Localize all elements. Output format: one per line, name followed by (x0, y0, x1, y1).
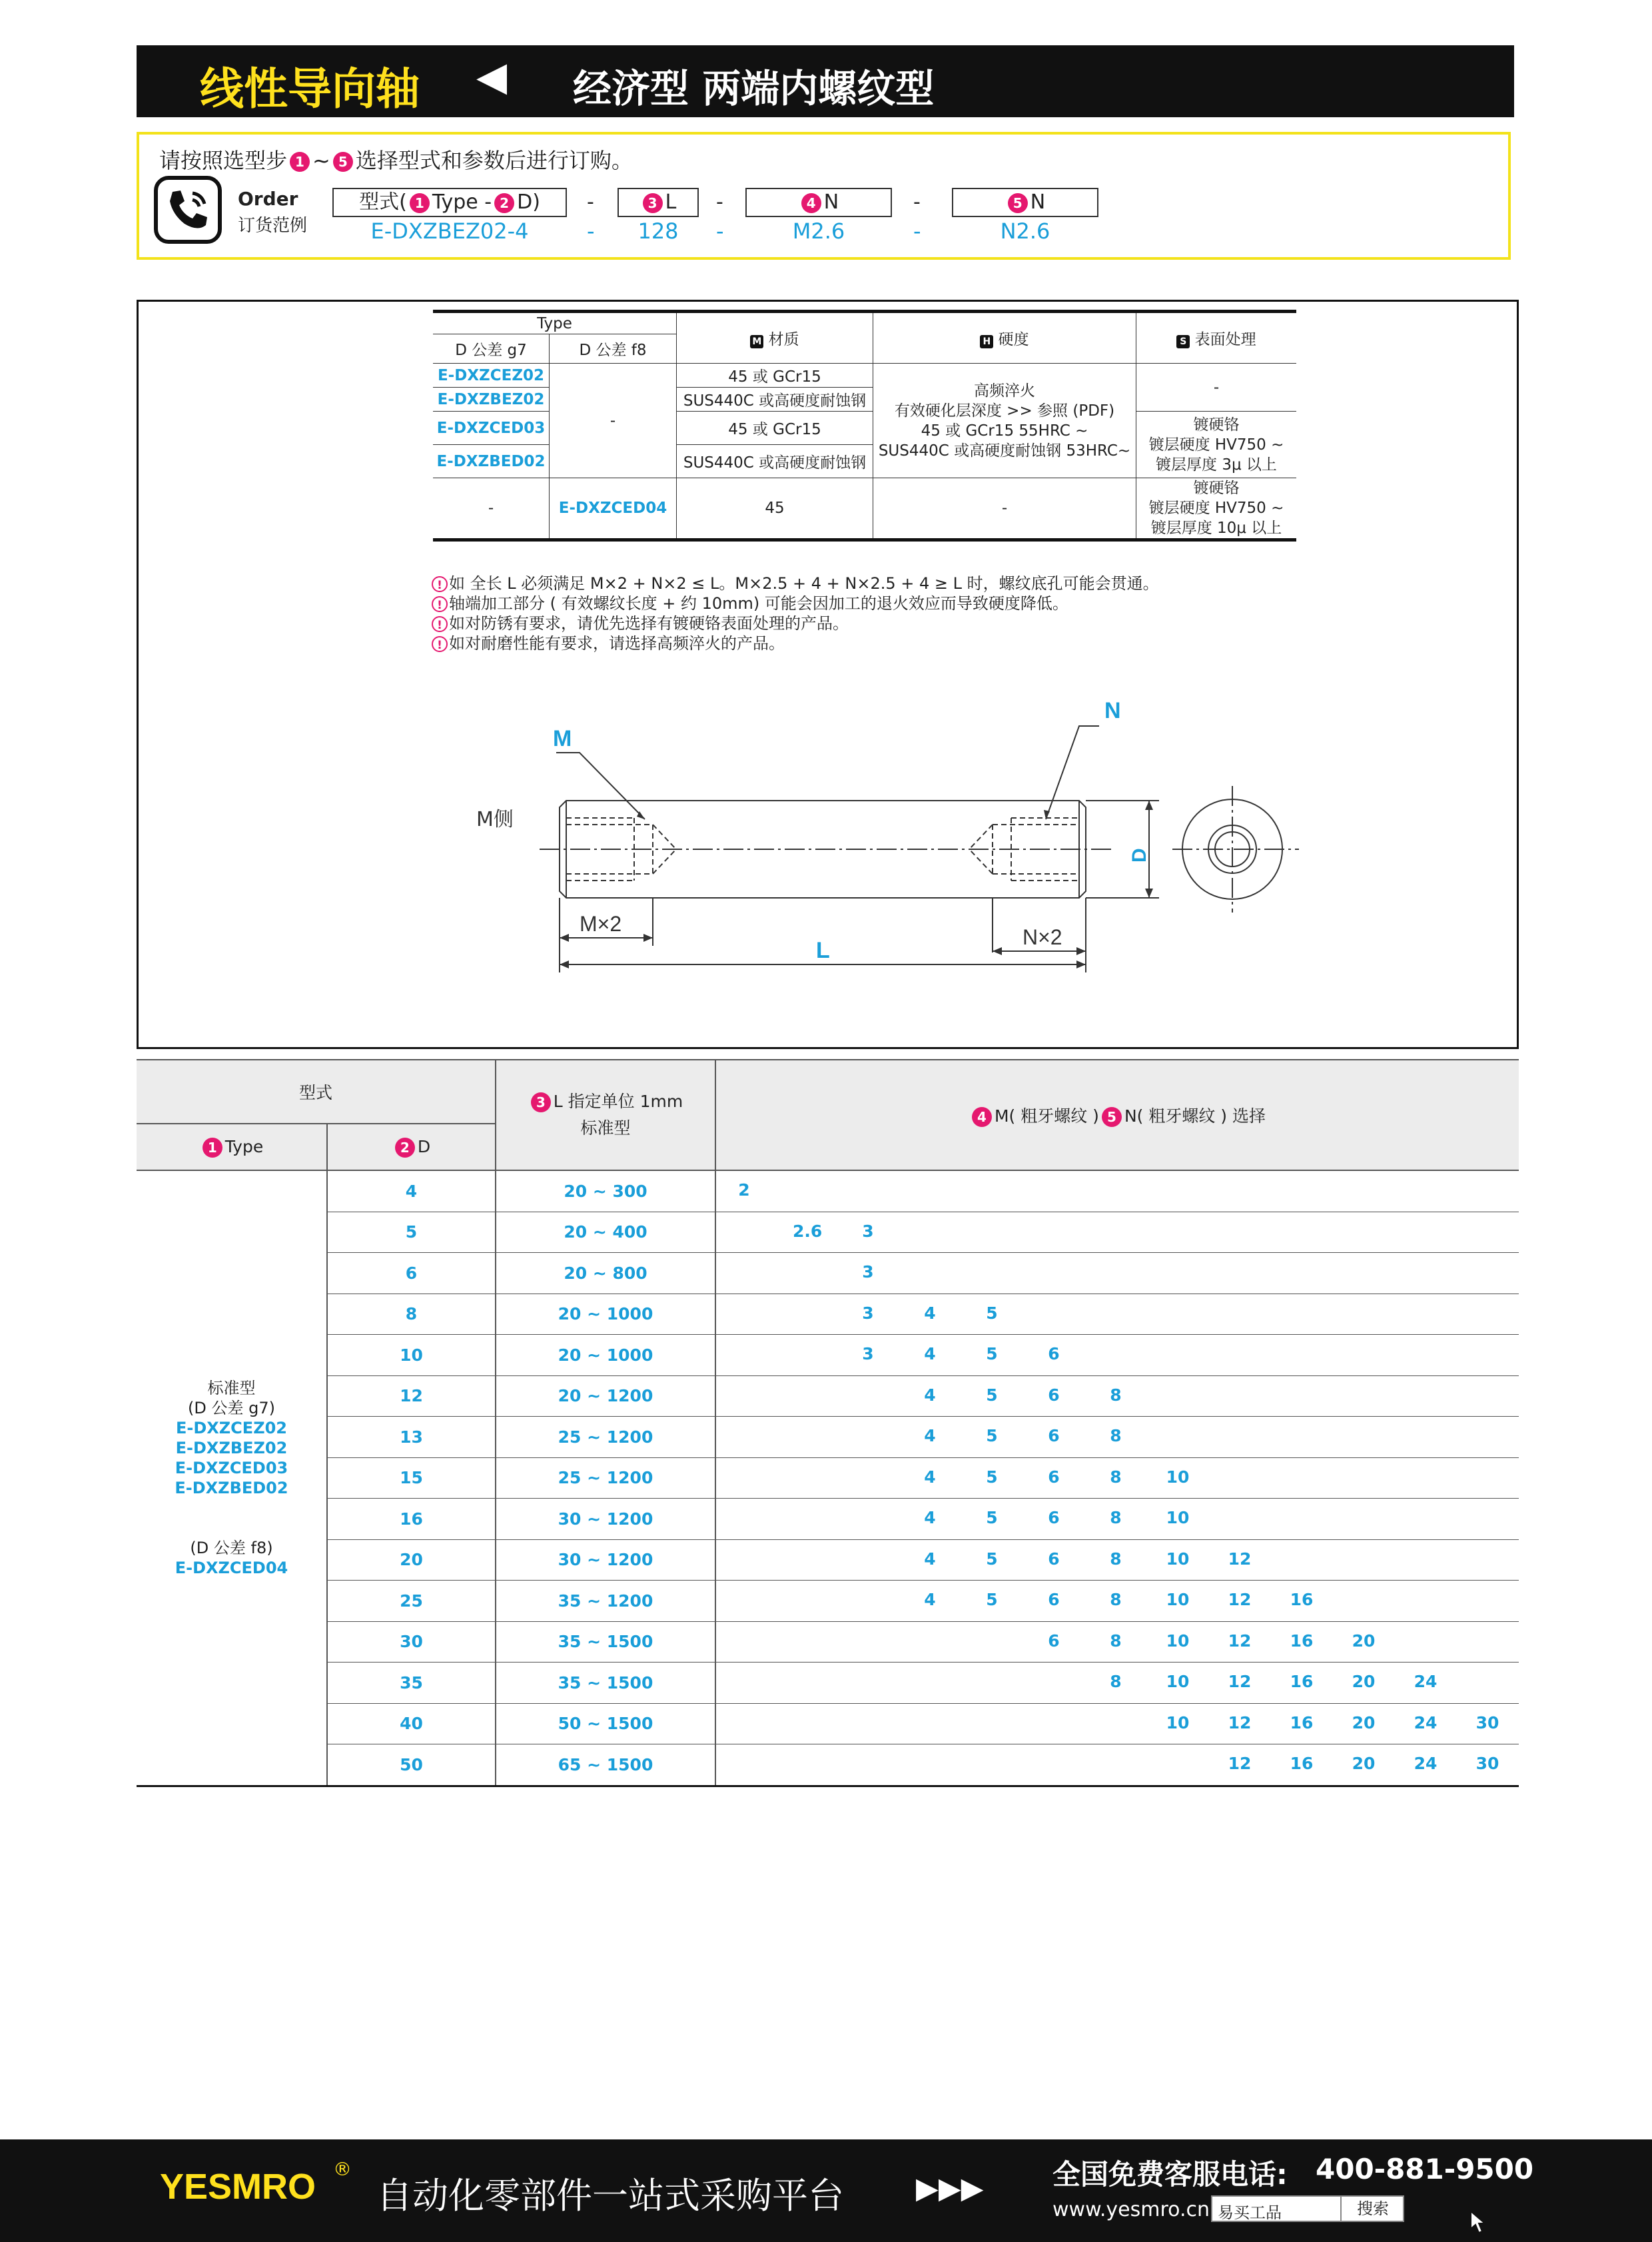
mn-value: 16 (1290, 1712, 1314, 1732)
spec-header-material (677, 312, 873, 364)
type-cell (137, 1170, 327, 1786)
d-cell: 50 (327, 1744, 496, 1786)
d-cell: 16 (327, 1499, 496, 1540)
type-line: E-DXZCEZ02 (176, 1418, 287, 1437)
table-row (137, 1417, 1519, 1458)
mn-cell (715, 1375, 1519, 1417)
step-4-badge: 4 (972, 1107, 992, 1127)
header-l-label: L 指定单位 1mm (553, 1092, 683, 1111)
l-range-cell: 20 ~ 1000 (496, 1294, 715, 1335)
order-label-en: Order (238, 188, 298, 210)
search-button[interactable]: 搜索 (1340, 2197, 1404, 2221)
table-row (137, 1621, 1519, 1663)
field-type-b: D) (517, 190, 540, 214)
mn-value: 4 (924, 1590, 936, 1609)
step-1-badge: 1 (290, 152, 310, 172)
spec-header-f8: D 公差 f8 (550, 334, 677, 364)
mn-value: 20 (1352, 1712, 1376, 1732)
mn-value: 6 (1048, 1508, 1060, 1527)
left-arrow-icon: ◀ (476, 53, 508, 100)
mn-value: 20 (1352, 1754, 1376, 1773)
dash: - (913, 190, 921, 214)
mn-value: 12 (1228, 1672, 1252, 1691)
spec-hardness-empty: - (873, 478, 1136, 540)
page-subtitle: 经济型 两端内螺纹型 (573, 66, 935, 111)
spec-header-type: Type (433, 312, 677, 334)
value-l: 128 (637, 218, 679, 244)
field-type (332, 188, 567, 217)
spec-surface (1136, 478, 1297, 540)
table-row (137, 1581, 1519, 1622)
spec-surface (1136, 412, 1297, 478)
mn-value: 4 (924, 1426, 936, 1445)
mn-value: 6 (1048, 1549, 1060, 1569)
tilde: ~ (312, 148, 330, 173)
spec-material: 45 (677, 478, 873, 540)
d-cell: 15 (327, 1457, 496, 1499)
mn-value: 8 (1110, 1549, 1122, 1569)
table-row (137, 1335, 1519, 1376)
field-m (745, 188, 892, 217)
step-5-badge: 5 (333, 152, 353, 172)
mn-value: 24 (1414, 1754, 1438, 1773)
mn-value: 5 (986, 1508, 998, 1527)
table-row (137, 1457, 1519, 1499)
warning-icon: ! (432, 636, 448, 652)
dash: - (913, 218, 921, 244)
note-text: 轴端加工部分 ( 有效螺纹长度 + 约 10mm) 可能会因加工的退火效应而导致硬度降低。 (449, 594, 1068, 613)
mn-value: 8 (1110, 1508, 1122, 1527)
d-cell: 8 (327, 1294, 496, 1335)
selection-table (137, 1059, 1519, 1787)
header-l-sub: 标准型 (580, 1118, 631, 1138)
mn-value: 30 (1475, 1754, 1499, 1773)
spec-material: SUS440C 或高硬度耐蚀钢 (677, 445, 873, 478)
mn-value: 10 (1166, 1712, 1190, 1732)
order-label-cn: 订货范例 (238, 216, 308, 236)
spec-type: E-DXZCED03 (433, 412, 550, 445)
table-row (137, 1539, 1519, 1581)
type-line: E-DXZCED03 (175, 1458, 288, 1477)
hardness-line: 高频淬火 (974, 382, 1035, 400)
mn-cell (715, 1335, 1519, 1376)
mn-value: 24 (1414, 1672, 1438, 1691)
mn-value: 5 (986, 1344, 998, 1363)
page-title: 线性导向轴 (200, 63, 420, 115)
mn-value: 30 (1475, 1712, 1499, 1732)
surface-line: 镀硬铬 (1193, 480, 1240, 497)
d-cell: 12 (327, 1375, 496, 1417)
mn-value: 6 (1048, 1385, 1060, 1405)
mn-value: 10 (1166, 1508, 1190, 1527)
mn-value: 10 (1166, 1467, 1190, 1487)
l-range-cell: 30 ~ 1200 (496, 1539, 715, 1581)
note-text: 如对耐磨性能有要求，请选择高频淬火的产品。 (449, 634, 785, 653)
mn-value: 5 (986, 1467, 998, 1487)
phone-icon (154, 176, 222, 244)
instruction-text: 请按照选型步 (159, 148, 288, 173)
mn-value: 3 (862, 1303, 874, 1323)
mn-value: 10 (1166, 1590, 1190, 1609)
step-2-badge: 2 (395, 1138, 415, 1158)
footer-slogan: 自动化零部件一站式采购平台 (376, 2175, 844, 2217)
mn-value: 10 (1166, 1631, 1190, 1651)
spec-table (433, 310, 1296, 542)
spec-material: 45 或 GCr15 (677, 412, 873, 445)
mn-value: 12 (1228, 1754, 1252, 1773)
type-line: (D 公差 g7) (188, 1398, 275, 1417)
mn-value: 4 (924, 1385, 936, 1405)
mn-value: 16 (1290, 1590, 1314, 1609)
table-row (137, 1744, 1519, 1786)
mn-value: 2.6 (793, 1221, 823, 1241)
d-cell: 20 (327, 1539, 496, 1581)
hardness-icon: H (980, 335, 993, 348)
d-cell: 35 (327, 1663, 496, 1704)
type-line (137, 1498, 326, 1538)
cursor-icon (1469, 2210, 1489, 2237)
mn-cell (715, 1457, 1519, 1499)
spec-type: E-DXZCEZ02 (433, 364, 550, 388)
mn-value: 12 (1228, 1549, 1252, 1569)
field-m-label: N (823, 190, 839, 214)
l-range-cell: 25 ~ 1200 (496, 1457, 715, 1499)
dash: - (587, 218, 595, 244)
mn-value: 8 (1110, 1426, 1122, 1445)
l-range-cell: 25 ~ 1200 (496, 1417, 715, 1458)
table-row (137, 1703, 1519, 1744)
surface-line: 镀层厚度 3μ 以上 (1156, 456, 1277, 474)
mn-value: 5 (986, 1303, 998, 1323)
l-range-cell: 30 ~ 1200 (496, 1499, 715, 1540)
type-line: E-DXZCED04 (175, 1558, 288, 1577)
instruction-text-2: 选择型式和参数后进行订购。 (355, 148, 633, 173)
page-header (137, 45, 1514, 117)
field-l-label: L (665, 190, 677, 214)
header-type1-label: Type (224, 1136, 264, 1156)
l-range-cell: 20 ~ 400 (496, 1212, 715, 1253)
dash: - (716, 190, 723, 214)
step-3-badge: 3 (531, 1092, 551, 1112)
header-mn (715, 1060, 1519, 1170)
spec-type: E-DXZBEZ02 (433, 388, 550, 412)
header-type: 型式 (137, 1060, 496, 1124)
label-mx2: M×2 (580, 912, 622, 936)
dash: - (587, 190, 594, 214)
mn-value: 10 (1166, 1549, 1190, 1569)
note-text: 如对防锈有要求，请优先选择有镀硬铬表面处理的产品。 (449, 614, 849, 633)
mn-value: 16 (1290, 1672, 1314, 1691)
d-cell: 5 (327, 1212, 496, 1253)
mn-cell (715, 1539, 1519, 1581)
mn-cell (715, 1621, 1519, 1663)
hotline-number: 400-881-9500 (1316, 2153, 1534, 2185)
spec-header-surface-label: 表面处理 (1194, 331, 1256, 348)
label-nx2: N×2 (1023, 925, 1062, 949)
mn-value: 8 (1110, 1385, 1122, 1405)
spec-header-hardness (873, 312, 1136, 364)
d-cell: 13 (327, 1417, 496, 1458)
warning-icon: ! (432, 596, 448, 612)
footer (0, 2139, 1652, 2242)
mn-value: 6 (1048, 1344, 1060, 1363)
mn-cell (715, 1744, 1519, 1786)
mn-value: 12 (1228, 1712, 1252, 1732)
field-type-label: 型式( (359, 190, 407, 214)
mn-value: 6 (1048, 1590, 1060, 1609)
surface-icon: S (1176, 335, 1190, 348)
table-row (137, 1212, 1519, 1253)
mn-value: 6 (1048, 1467, 1060, 1487)
l-range-cell: 20 ~ 300 (496, 1170, 715, 1212)
d-cell: 40 (327, 1703, 496, 1744)
surface-line: 镀层硬度 HV750 ~ (1148, 500, 1284, 517)
table-row (137, 1663, 1519, 1704)
table-row (137, 1170, 1519, 1212)
mn-value: 12 (1228, 1631, 1252, 1651)
spec-header-material-label: 材质 (768, 331, 799, 348)
field-l (618, 188, 699, 217)
mn-value: 4 (924, 1549, 936, 1569)
mn-cell (715, 1212, 1519, 1253)
value-m: M2.6 (792, 218, 845, 244)
mn-value: 3 (862, 1262, 874, 1282)
spec-type: E-DXZBED02 (433, 445, 550, 478)
l-range-cell: 20 ~ 1200 (496, 1375, 715, 1417)
mn-cell (715, 1294, 1519, 1335)
hotline-label: 全国免费客服电话: (1052, 2158, 1288, 2191)
header-d-label: D (417, 1136, 431, 1156)
mn-value: 6 (1048, 1631, 1060, 1651)
dash: - (716, 218, 724, 244)
spec-g7-empty: - (433, 478, 550, 540)
label-l: L (816, 938, 830, 963)
hardness-line: SUS440C 或高硬度耐蚀钢 53HRC~ (878, 442, 1131, 460)
mn-value: 24 (1414, 1712, 1438, 1732)
d-cell: 25 (327, 1581, 496, 1622)
type-line: E-DXZBED02 (175, 1478, 288, 1497)
order-instruction (159, 144, 633, 175)
d-cell: 30 (327, 1621, 496, 1663)
header-d (327, 1124, 496, 1170)
mn-value: 8 (1110, 1467, 1122, 1487)
material-icon: M (750, 335, 763, 348)
step-5-badge: 5 (1008, 193, 1028, 213)
search-input[interactable]: 易买工品 (1218, 2203, 1282, 2222)
spec-header-hardness-label: 硬度 (998, 331, 1029, 348)
step-5-badge: 5 (1102, 1107, 1122, 1127)
table-row (137, 1294, 1519, 1335)
mn-value: 20 (1352, 1631, 1376, 1651)
header-type1 (137, 1124, 327, 1170)
d-cell: 4 (327, 1170, 496, 1212)
l-range-cell: 35 ~ 1500 (496, 1663, 715, 1704)
label-m: M (553, 726, 572, 751)
step-1-badge: 1 (410, 193, 430, 213)
mn-value: 4 (924, 1344, 936, 1363)
mn-value: 16 (1290, 1631, 1314, 1651)
mn-value: 5 (986, 1385, 998, 1405)
l-range-cell: 20 ~ 1000 (496, 1335, 715, 1376)
header-l (496, 1060, 715, 1170)
d-cell: 10 (327, 1335, 496, 1376)
header-m-label: M( 粗牙螺纹 ) (994, 1106, 1099, 1126)
mn-value: 4 (924, 1303, 936, 1323)
l-range-cell: 35 ~ 1500 (496, 1621, 715, 1663)
table-row (137, 1499, 1519, 1540)
mn-value: 3 (862, 1221, 874, 1241)
step-1-badge: 1 (203, 1138, 222, 1158)
mn-cell (715, 1663, 1519, 1704)
mn-value: 20 (1352, 1672, 1376, 1691)
mn-value: 5 (986, 1549, 998, 1569)
label-d: D (1128, 848, 1150, 863)
brand-logo: YESMRO (160, 2167, 316, 2207)
l-range-cell: 35 ~ 1200 (496, 1581, 715, 1622)
note-4 (432, 630, 785, 653)
mn-value: 10 (1166, 1672, 1190, 1691)
mn-value: 4 (924, 1508, 936, 1527)
type-line: (D 公差 f8) (190, 1538, 273, 1557)
surface-line: 镀层厚度 10μ 以上 (1150, 520, 1282, 537)
mn-value: 4 (924, 1467, 936, 1487)
table-row (137, 1253, 1519, 1294)
spec-header-surface (1136, 312, 1297, 364)
site-url: www.yesmro.cn (1052, 2198, 1210, 2221)
field-n-label: N (1030, 190, 1046, 214)
mn-value: 12 (1228, 1590, 1252, 1609)
mn-value: 5 (986, 1590, 998, 1609)
hardness-line: 45 或 GCr15 55HRC ~ (921, 422, 1088, 440)
surface-line: 镀硬铬 (1193, 416, 1240, 434)
shaft-drawing (460, 686, 1312, 979)
mn-value: 5 (986, 1426, 998, 1445)
value-n: N2.6 (1000, 218, 1050, 244)
type-line: E-DXZBEZ02 (175, 1438, 288, 1457)
brand-reg: ® (333, 2158, 352, 2180)
type-line: 标准型 (207, 1378, 256, 1397)
spec-type: E-DXZCED04 (550, 478, 677, 540)
mn-cell (715, 1581, 1519, 1622)
note-text: 如 全长 L 必须满足 M×2 + N×2 ≤ L。M×2.5 + 4 + N×2.5 + 4 ≥ L 时，螺纹底孔可能会贯通。 (449, 574, 1159, 593)
arrows-icon: ▶▶▶ (916, 2171, 984, 2205)
l-range-cell: 50 ~ 1500 (496, 1703, 715, 1744)
spec-hardness (873, 364, 1136, 478)
step-4-badge: 4 (801, 193, 821, 213)
label-n: N (1104, 698, 1121, 723)
field-n (952, 188, 1098, 217)
table-row (137, 1375, 1519, 1417)
step-3-badge: 3 (643, 193, 663, 213)
mn-value: 6 (1048, 1426, 1060, 1445)
mn-cell (715, 1499, 1519, 1540)
mn-cell (715, 1417, 1519, 1458)
spec-material: SUS440C 或高硬度耐蚀钢 (677, 388, 873, 412)
mn-cell (715, 1253, 1519, 1294)
l-range-cell: 20 ~ 800 (496, 1253, 715, 1294)
mn-value: 2 (738, 1180, 750, 1200)
hardness-line: 有效硬化层深度 >> 参照 (PDF) (894, 402, 1115, 420)
spec-header-g7: D 公差 g7 (433, 334, 550, 364)
surface-line: 镀层硬度 HV750 ~ (1148, 436, 1284, 454)
step-2-badge: 2 (494, 193, 514, 213)
spec-material: 45 或 GCr15 (677, 364, 873, 388)
mn-value: 8 (1110, 1672, 1122, 1691)
value-type: E-DXZBEZ02-4 (370, 218, 529, 244)
field-type-a: Type - (432, 190, 492, 214)
d-cell: 6 (327, 1253, 496, 1294)
l-range-cell: 65 ~ 1500 (496, 1744, 715, 1786)
spec-f8-empty: - (550, 364, 677, 478)
mn-value: 8 (1110, 1631, 1122, 1651)
mn-cell (715, 1170, 1519, 1212)
header-n-label: N( 粗牙螺纹 ) 选择 (1124, 1106, 1266, 1126)
mn-value: 3 (862, 1344, 874, 1363)
warning-icon: ! (432, 576, 448, 592)
order-example-box (137, 132, 1511, 260)
search-box[interactable] (1211, 2195, 1404, 2222)
mn-cell (715, 1703, 1519, 1744)
warning-icon: ! (432, 616, 448, 632)
mn-value: 8 (1110, 1590, 1122, 1609)
label-m-side: M侧 (476, 808, 514, 831)
spec-surface-empty: - (1136, 364, 1297, 412)
mn-value: 16 (1290, 1754, 1314, 1773)
